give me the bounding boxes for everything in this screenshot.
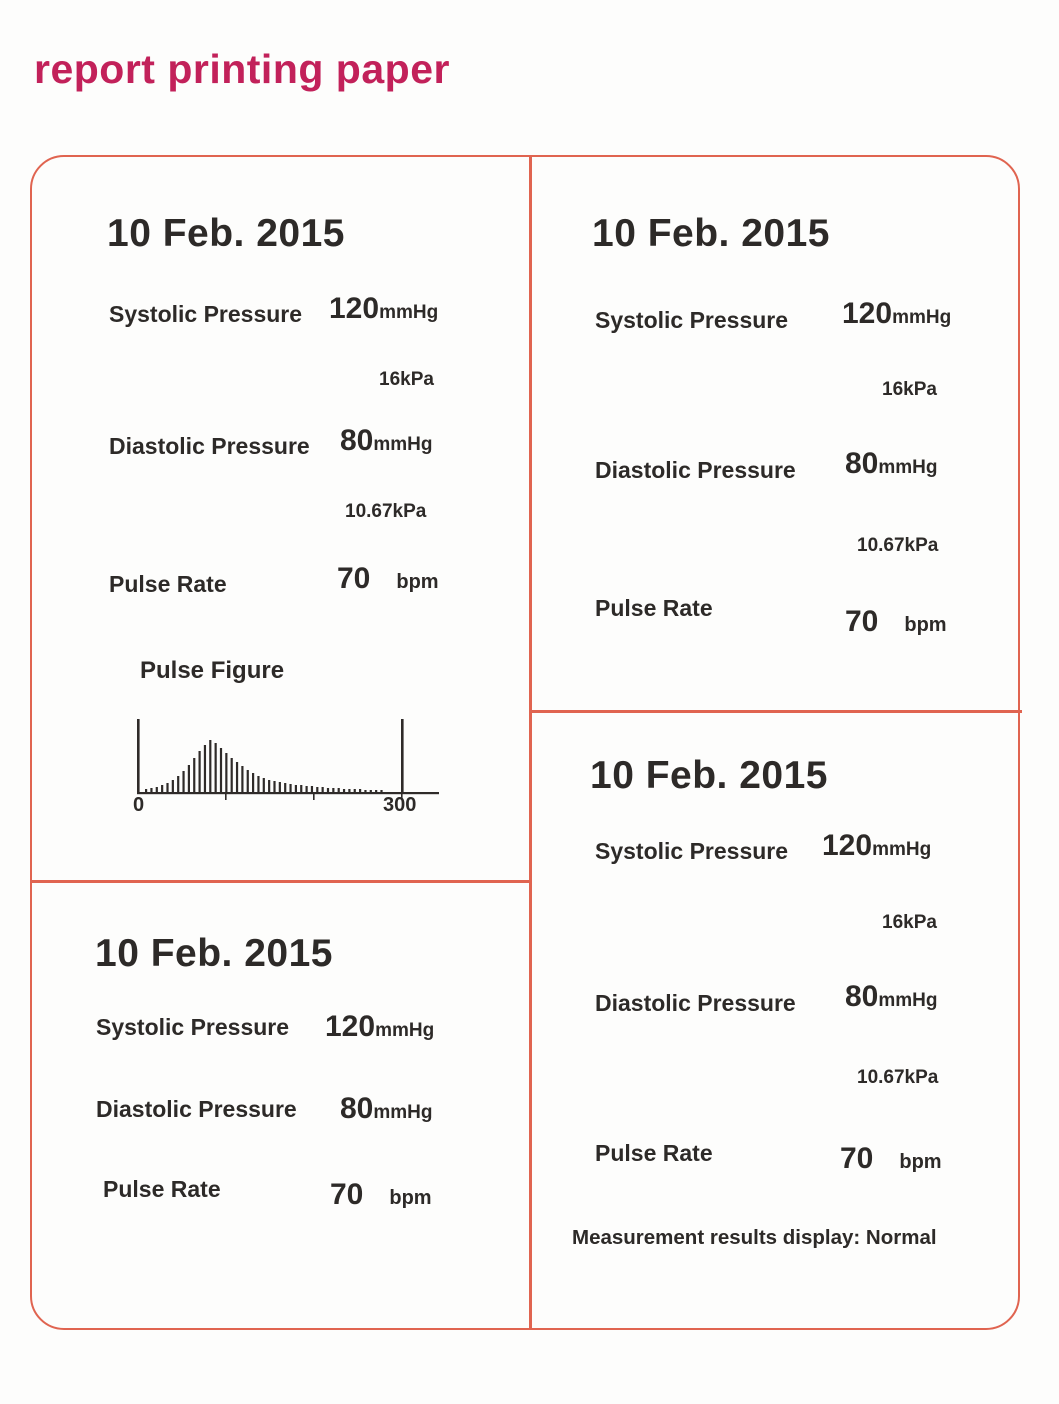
pulse-rate-value [337, 562, 439, 596]
systolic-pressure-value [325, 1010, 434, 1044]
diastolic-pressure-value [340, 424, 433, 458]
pulse-number: 70 [337, 562, 371, 595]
pulse-rate-value [840, 1142, 942, 1176]
report-panel-top-right [531, 157, 1022, 710]
systolic-pressure-label: Systolic Pressure [595, 838, 789, 864]
pulse-rate-value [845, 605, 947, 639]
report-panel-top-left [32, 157, 529, 880]
systolic-pressure-value [842, 297, 951, 331]
report-date: 10 Feb. 2015 [592, 212, 830, 255]
diastolic-number: 80 [845, 447, 879, 480]
systolic-number: 120 [822, 829, 873, 862]
diastolic-pressure-label: Diastolic Pressure [109, 433, 310, 459]
diastolic-pressure-value [845, 447, 938, 481]
diastolic-unit: mmHg [373, 1102, 433, 1123]
report-date: 10 Feb. 2015 [107, 212, 345, 255]
diastolic-unit: mmHg [373, 434, 433, 455]
pulse-rate-label: Pulse Rate [595, 595, 713, 621]
systolic-kpa-value: 16kPa [379, 369, 434, 390]
report-panel-bottom-right [531, 712, 1022, 1330]
pulse-rate-label: Pulse Rate [595, 1140, 713, 1166]
diastolic-number: 80 [340, 424, 374, 457]
pulse-unit: bpm [904, 614, 947, 636]
report-date: 10 Feb. 2015 [95, 932, 333, 975]
pulse-rate-label: Pulse Rate [103, 1176, 221, 1202]
diastolic-pressure-value [340, 1092, 433, 1126]
diastolic-pressure-value [845, 980, 938, 1014]
systolic-unit: mmHg [872, 839, 932, 860]
systolic-pressure-value [329, 292, 438, 326]
diastolic-kpa-value: 10.67kPa [857, 1067, 939, 1088]
pulse-rate-label: Pulse Rate [109, 571, 227, 597]
diastolic-kpa-value: 10.67kPa [345, 501, 427, 522]
pulse-rate-value [330, 1178, 432, 1212]
systolic-kpa-value: 16kPa [882, 379, 937, 400]
x-axis-tick-zero: 0 [133, 794, 145, 816]
diastolic-number: 80 [845, 980, 879, 1013]
systolic-unit: mmHg [892, 307, 952, 328]
pulse-number: 70 [845, 605, 879, 638]
measurement-result-note: Measurement results display: Normal [572, 1226, 937, 1249]
systolic-unit: mmHg [375, 1020, 435, 1041]
systolic-unit: mmHg [379, 302, 439, 323]
pulse-unit: bpm [899, 1151, 942, 1173]
diastolic-unit: mmHg [878, 990, 938, 1011]
report-panel-bottom-left [32, 882, 529, 1330]
page-title: report printing paper [34, 46, 450, 92]
systolic-kpa-value: 16kPa [882, 912, 937, 933]
systolic-pressure-label: Systolic Pressure [595, 307, 789, 333]
pulse-number: 70 [330, 1178, 364, 1211]
diastolic-unit: mmHg [878, 457, 938, 478]
diastolic-kpa-value: 10.67kPa [857, 535, 939, 556]
pulse-unit: bpm [389, 1187, 432, 1209]
pulse-number: 70 [840, 1142, 874, 1175]
diastolic-number: 80 [340, 1092, 374, 1125]
report-date: 10 Feb. 2015 [590, 754, 828, 797]
systolic-pressure-label: Systolic Pressure [109, 301, 303, 327]
systolic-pressure-value [822, 829, 931, 863]
systolic-pressure-label: Systolic Pressure [96, 1014, 290, 1040]
pulse-waveform-svg [137, 702, 447, 802]
diastolic-pressure-label: Diastolic Pressure [96, 1096, 297, 1122]
diastolic-pressure-label: Diastolic Pressure [595, 457, 796, 483]
pulse-figure-title: Pulse Figure [140, 657, 285, 684]
report-paper-sheet [30, 155, 1020, 1330]
pulse-figure-chart [133, 702, 447, 822]
systolic-number: 120 [329, 292, 380, 325]
diastolic-pressure-label: Diastolic Pressure [595, 990, 796, 1016]
systolic-number: 120 [842, 297, 893, 330]
pulse-unit: bpm [396, 571, 439, 593]
x-axis-tick-300: 300 [383, 794, 417, 816]
systolic-number: 120 [325, 1010, 376, 1043]
